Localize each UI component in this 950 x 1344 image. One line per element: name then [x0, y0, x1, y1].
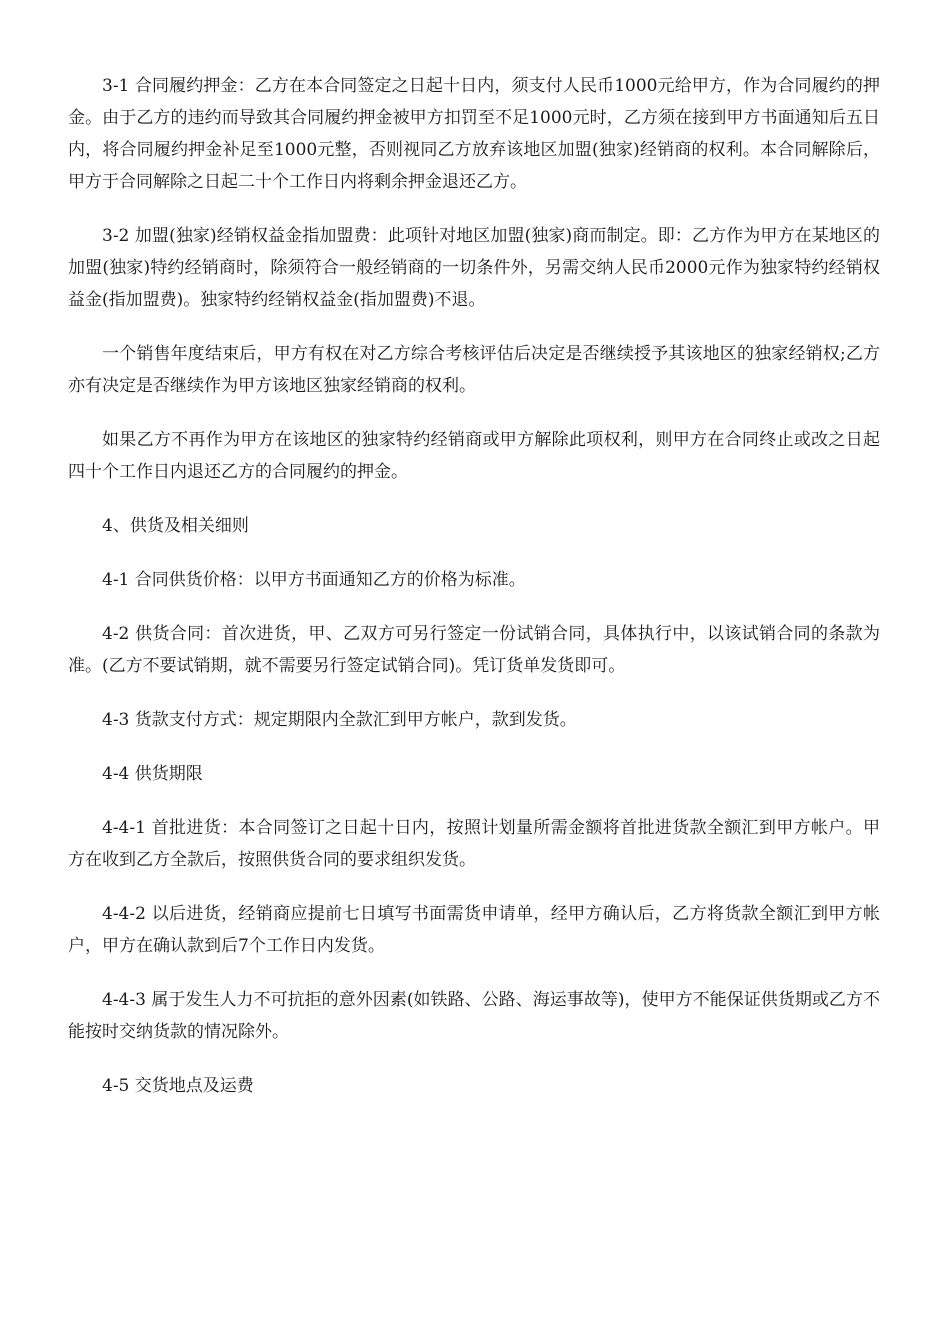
paragraph-4-2: 4-2 供货合同：首次进货，甲、乙双方可另行签定一份试销合同，具体执行中，以该试销合同的条款为准。(乙方不要试销期，就不需要另行签定试销合同)。凭订货单发货即可。: [68, 624, 880, 676]
section-heading-4: 4、供货及相关细则: [102, 516, 249, 536]
paragraph-4-4-1: 4-4-1 首批进货：本合同签订之日起十日内，按照计划量所需金额将首批进货款全额汇到甲方帐户。甲方在收到乙方全款后，按照供货合同的要求组织发货。: [68, 818, 880, 870]
paragraph-3-2-franchise-fee: 3-2 加盟(独家)经销权益金指加盟费：此项针对地区加盟(独家)商而制定。即：乙方作为甲方在某地区的加盟(独家)特约经销商时，除须符合一般经销商的一切条件外，另需交纳人民币2000元作为独家特约经销权益金(指加盟费)。独家特约经销权益金(指加盟费)不退。: [68, 226, 880, 310]
paragraph-4-4-2: 4-4-2 以后进货，经销商应提前七日填写书面需货申请单，经甲方确认后，乙方将货款全额汇到甲方帐户，甲方在确认款到后7个工作日内发货。: [68, 904, 880, 956]
document-body: [68, 70, 880, 1124]
section-heading-4-4: 4-4 供货期限: [102, 764, 203, 784]
paragraph-3-1-deposit: 3-1 合同履约押金：乙方在本合同签定之日起十日内，须支付人民币1000元给甲方，作为合同履约的押金。由于乙方的违约而导致其合同履约押金被甲方扣罚至不足1000元时，乙方须在接到甲方书面通知后五日内，将合同履约押金补足至1000元整，否则视同乙方放弃该地区加盟(独家)经销商的权利。本合同解除后，甲方于合同解除之日起二十个工作日内将剩余押金退还乙方。: [68, 76, 880, 192]
paragraph-4-4-3: 4-4-3 属于发生人力不可抗拒的意外因素(如铁路、公路、海运事故等)，使甲方不能保证供货期或乙方不能按时交纳货款的情况除外。: [68, 990, 880, 1042]
paragraph-deposit-refund: 如果乙方不再作为甲方在该地区的独家特约经销商或甲方解除此项权利，则甲方在合同终止或改之日起四十个工作日内退还乙方的合同履约的押金。: [68, 430, 880, 482]
paragraph-4-1: 4-1 合同供货价格：以甲方书面通知乙方的价格为标准。: [102, 570, 526, 590]
section-heading-4-5: 4-5 交货地点及运费: [102, 1076, 254, 1096]
paragraph-4-3: 4-3 货款支付方式：规定期限内全款汇到甲方帐户，款到发货。: [102, 710, 577, 730]
paragraph-sales-year: 一个销售年度结束后，甲方有权在对乙方综合考核评估后决定是否继续授予其该地区的独家经销权;乙方亦有决定是否继续作为甲方该地区独家经销商的权利。: [68, 344, 880, 396]
